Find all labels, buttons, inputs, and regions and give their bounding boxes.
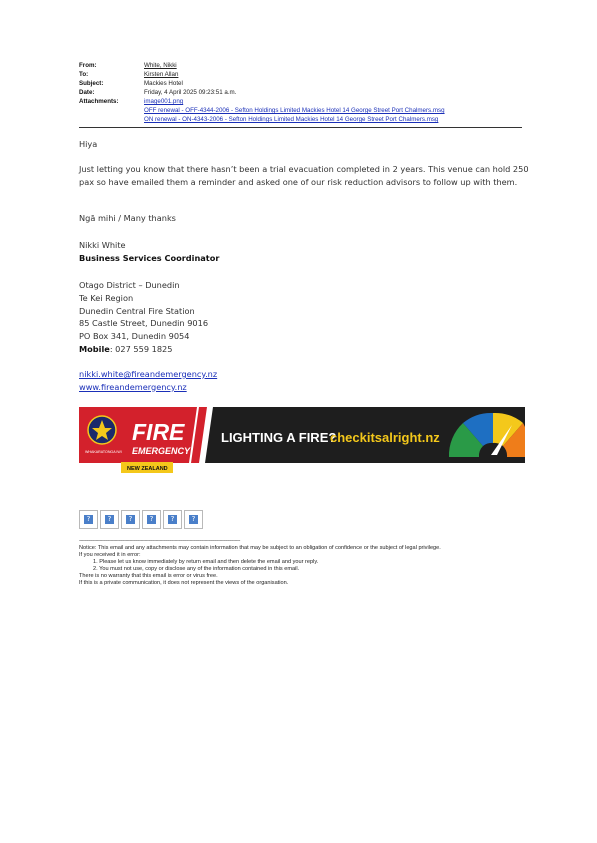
sign-off: Ngā mihi / Many thanks <box>79 213 176 223</box>
address-line: PO Box 341, Dunedin 9054 <box>79 331 190 342</box>
address-line: Dunedin Central Fire Station <box>79 305 195 316</box>
signature-name: Nikki White <box>79 240 126 250</box>
to-link[interactable]: Kirsten Allan <box>144 71 179 78</box>
confidentiality-notice <box>79 538 441 587</box>
address-line: Te Kei Region <box>79 292 134 303</box>
from-link[interactable]: White, Nikki <box>144 62 177 69</box>
broken-image-icon[interactable]: ? <box>184 510 203 529</box>
date-value: Friday, 4 April 2025 09:23:51 a.m. <box>144 89 237 96</box>
address-line: Otago District – Dunedin <box>79 280 180 290</box>
broken-image-icon[interactable]: ? <box>142 510 161 529</box>
broken-image-icon[interactable]: ? <box>163 510 182 529</box>
fire-banner[interactable] <box>79 407 525 473</box>
notice-line: 2. You must not use, copy or disclose any of the information contained in this email. <box>93 566 300 572</box>
notice-line: 1. Please let us know immediately by return email and then delete the email and your reply. <box>93 559 319 565</box>
mobile-label: Mobile <box>79 343 110 354</box>
crest-icon <box>88 416 116 444</box>
date-label: Date: <box>79 89 95 96</box>
notice-separator: ---------------------------------------------------------------------------------------------------------------------- <box>79 538 240 544</box>
address-line: 85 Castle Street, Dunedin 9016 <box>79 318 209 329</box>
checkit-text: checkitsalright.nz <box>330 430 440 445</box>
signature-address <box>79 279 208 356</box>
broken-image-icon[interactable]: ? <box>100 510 119 529</box>
email-link[interactable]: nikki.white@fireandemergency.nz <box>79 369 218 379</box>
lighting-text: LIGHTING A FIRE? <box>221 430 337 445</box>
notice-line: Notice: This email and any attachments may contain information that may be subject to an obligation of confidence or the subject of legal privilege. <box>79 545 441 551</box>
attachment-link[interactable]: OFF renewal - OFF-4344-2006 - Sefton Holdings Limited Mackies Hotel 14 George Street Port Chalmers.msg <box>144 107 445 114</box>
subject-value: Mackies Hotel <box>144 80 183 87</box>
email-header <box>79 61 445 124</box>
body-paragraph: Just letting you know that there hasn’t been a trial evacuation completed in 2 years. This venue can hold 250 pax so have emailed them a reminder and asked one of our risk reduction advisors to follow up with them. <box>79 164 529 187</box>
from-label: From: <box>79 62 97 69</box>
image-placeholder-row <box>79 510 205 529</box>
signature-title: Business Services Coordinator <box>79 252 220 263</box>
notice-line: If you received it in error: <box>79 552 141 558</box>
subject-label: Subject: <box>79 80 104 87</box>
signature-block <box>79 239 219 265</box>
crest-text: WHAKARATONGA IWI <box>85 450 122 454</box>
notice-line: There is no warranty that this email is error or virus free. <box>79 573 218 579</box>
attachment-link[interactable]: image001.png <box>144 98 184 105</box>
greeting: Hiya <box>79 139 98 149</box>
website-link[interactable]: www.fireandemergency.nz <box>79 381 187 392</box>
mobile-number: : 027 559 1825 <box>109 343 173 354</box>
header-divider <box>79 127 522 128</box>
broken-image-icon[interactable]: ? <box>121 510 140 529</box>
notice-line: If this is a private communication, it does not represent the views of the organisation. <box>79 580 289 586</box>
to-label: To: <box>79 71 89 78</box>
attachment-link[interactable]: ON renewal - ON-4343-2006 - Sefton Holdings Limited Mackies Hotel 14 George Street Port Chalmers.msg <box>144 116 439 123</box>
emergency-word: EMERGENCY <box>132 446 191 456</box>
attachments-label: Attachments: <box>79 98 119 105</box>
broken-image-icon[interactable]: ? <box>79 510 98 529</box>
nz-text: NEW ZEALAND <box>127 466 168 472</box>
mobile-line <box>79 343 208 356</box>
fire-word: FIRE <box>132 419 185 445</box>
signature-links <box>79 368 217 394</box>
